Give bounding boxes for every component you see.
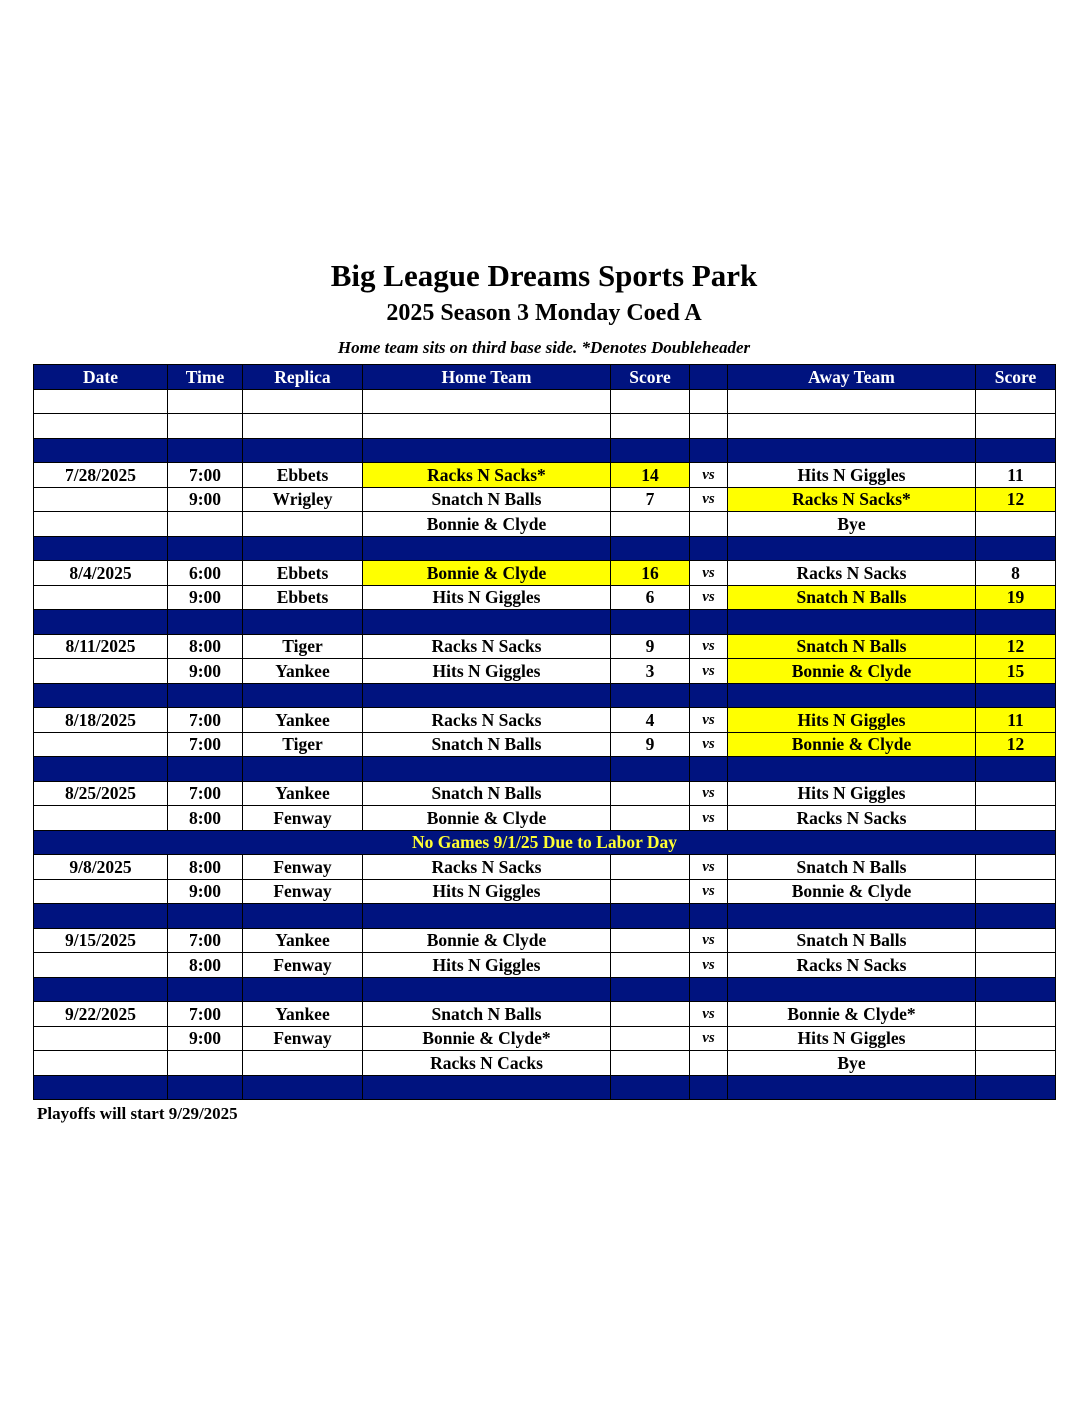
game-row [34,855,1056,880]
away-team-cell: Snatch N Balls [728,855,976,880]
empty-cell [728,977,976,1002]
empty-cell [728,683,976,708]
vs-cell: vs [690,732,728,757]
empty-cell [690,389,728,414]
away-team-cell: Bonnie & Clyde [728,659,976,684]
empty-cell [728,438,976,463]
game-row [34,512,1056,537]
time-cell [168,1051,243,1076]
empty-cell [34,438,168,463]
empty-cell [168,977,243,1002]
away-team-cell: Racks N Sacks [728,561,976,586]
home-score-cell [611,928,690,953]
empty-cell [690,757,728,782]
away-score-cell: 11 [976,708,1056,733]
separator-row [34,1075,1056,1100]
empty-cell [243,610,363,635]
empty-cell [728,536,976,561]
home-team-cell: Bonnie & Clyde [363,806,611,831]
away-score-cell: 11 [976,463,1056,488]
empty-cell [976,610,1056,635]
empty-cell [34,610,168,635]
home-score-cell [611,855,690,880]
empty-cell [168,536,243,561]
away-score-cell [976,512,1056,537]
home-score-cell: 16 [611,561,690,586]
home-score-cell [611,879,690,904]
date-cell: 7/28/2025 [34,463,168,488]
home-team-cell: Hits N Giggles [363,585,611,610]
separator-row [34,904,1056,929]
home-team-cell: Snatch N Balls [363,732,611,757]
empty-cell [168,1075,243,1100]
empty-cell [243,389,363,414]
time-cell: 6:00 [168,561,243,586]
empty-cell [168,904,243,929]
replica-cell: Fenway [243,953,363,978]
time-cell: 7:00 [168,463,243,488]
separator-row [34,610,1056,635]
empty-cell [243,1075,363,1100]
schedule-body [34,389,1056,1100]
replica-cell: Ebbets [243,585,363,610]
away-team-cell: Bye [728,1051,976,1076]
away-team-cell: Snatch N Balls [728,928,976,953]
empty-cell [363,757,611,782]
empty-cell [243,977,363,1002]
empty-cell [690,904,728,929]
away-score-cell [976,953,1056,978]
game-row [34,1051,1056,1076]
home-team-cell: Racks N Cacks [363,1051,611,1076]
replica-cell: Yankee [243,708,363,733]
game-row [34,487,1056,512]
header-away-team: Away Team [728,365,976,390]
empty-cell [728,610,976,635]
away-team-cell: Hits N Giggles [728,708,976,733]
time-cell: 8:00 [168,806,243,831]
away-score-cell: 15 [976,659,1056,684]
empty-cell [728,904,976,929]
header-home-team: Home Team [363,365,611,390]
empty-cell [34,977,168,1002]
vs-cell: vs [690,1026,728,1051]
vs-cell [690,512,728,537]
empty-cell [168,414,243,439]
away-score-cell [976,781,1056,806]
away-score-cell [976,928,1056,953]
away-team-cell: Racks N Sacks* [728,487,976,512]
date-cell: 9/8/2025 [34,855,168,880]
game-row [34,659,1056,684]
time-cell: 7:00 [168,1002,243,1027]
vs-cell: vs [690,561,728,586]
date-cell [34,879,168,904]
vs-cell [690,1051,728,1076]
empty-cell [168,438,243,463]
home-score-cell: 14 [611,463,690,488]
replica-cell: Ebbets [243,561,363,586]
home-score-cell [611,1002,690,1027]
away-team-cell: Bonnie & Clyde [728,879,976,904]
away-team-cell: Hits N Giggles [728,1026,976,1051]
replica-cell: Yankee [243,1002,363,1027]
empty-cell [976,683,1056,708]
time-cell: 7:00 [168,781,243,806]
header-replica: Replica [243,365,363,390]
header-row [34,365,1056,390]
home-score-cell [611,806,690,831]
replica-cell: Tiger [243,732,363,757]
time-cell: 9:00 [168,1026,243,1051]
separator-row [34,977,1056,1002]
time-cell: 8:00 [168,953,243,978]
empty-cell [34,389,168,414]
home-team-cell: Snatch N Balls [363,487,611,512]
empty-cell [690,683,728,708]
away-team-cell: Hits N Giggles [728,463,976,488]
replica-cell: Yankee [243,781,363,806]
empty-cell [363,904,611,929]
date-cell: 8/11/2025 [34,634,168,659]
empty-cell [611,610,690,635]
game-row [34,806,1056,831]
away-score-cell [976,806,1056,831]
vs-cell: vs [690,463,728,488]
empty-cell [34,414,168,439]
home-team-cell: Bonnie & Clyde [363,928,611,953]
empty-cell [976,438,1056,463]
home-team-cell: Hits N Giggles [363,953,611,978]
time-cell: 7:00 [168,708,243,733]
time-cell [168,512,243,537]
empty-cell [611,904,690,929]
vs-cell: vs [690,879,728,904]
empty-cell [243,414,363,439]
home-score-cell [611,512,690,537]
vs-cell: vs [690,953,728,978]
away-team-cell: Bye [728,512,976,537]
away-score-cell [976,1051,1056,1076]
empty-cell [976,536,1056,561]
replica-cell [243,1051,363,1076]
empty-cell [611,389,690,414]
empty-cell [363,1075,611,1100]
game-row [34,463,1056,488]
away-team-cell: Snatch N Balls [728,634,976,659]
game-row [34,781,1056,806]
vs-cell: vs [690,855,728,880]
away-team-cell: Racks N Sacks [728,806,976,831]
empty-cell [728,757,976,782]
home-team-cell: Racks N Sacks [363,634,611,659]
empty-cell [168,610,243,635]
away-score-cell: 12 [976,487,1056,512]
away-score-cell [976,1026,1056,1051]
separator-row [34,757,1056,782]
empty-cell [363,977,611,1002]
replica-cell: Ebbets [243,463,363,488]
home-team-cell: Bonnie & Clyde* [363,1026,611,1051]
away-team-cell: Hits N Giggles [728,781,976,806]
empty-cell [976,757,1056,782]
away-score-cell [976,1002,1056,1027]
empty-cell [168,757,243,782]
home-score-cell [611,781,690,806]
home-team-cell: Snatch N Balls [363,781,611,806]
home-team-cell: Racks N Sacks [363,708,611,733]
date-cell: 8/18/2025 [34,708,168,733]
replica-cell: Fenway [243,1026,363,1051]
home-team-cell: Racks N Sacks [363,855,611,880]
game-row [34,732,1056,757]
vs-cell: vs [690,781,728,806]
home-team-cell: Bonnie & Clyde [363,512,611,537]
empty-cell [363,389,611,414]
empty-cell [690,977,728,1002]
vs-cell: vs [690,928,728,953]
empty-cell [34,536,168,561]
empty-cell [976,414,1056,439]
empty-cell [690,438,728,463]
date-cell [34,1051,168,1076]
empty-cell [243,683,363,708]
time-cell: 7:00 [168,928,243,953]
replica-cell [243,512,363,537]
home-score-cell: 9 [611,732,690,757]
replica-cell: Wrigley [243,487,363,512]
empty-cell [728,389,976,414]
game-row [34,634,1056,659]
date-cell: 8/25/2025 [34,781,168,806]
away-team-cell: Racks N Sacks [728,953,976,978]
empty-cell [363,536,611,561]
empty-cell [976,389,1056,414]
empty-cell [363,610,611,635]
home-score-cell [611,1051,690,1076]
replica-cell: Fenway [243,855,363,880]
playoffs-note: Playoffs will start 9/29/2025 [37,1104,238,1123]
game-row [34,1026,1056,1051]
empty-cell [34,1075,168,1100]
empty-cell [611,1075,690,1100]
empty-cell [243,904,363,929]
date-cell: 9/22/2025 [34,1002,168,1027]
home-score-cell: 7 [611,487,690,512]
vs-cell: vs [690,708,728,733]
home-score-cell: 4 [611,708,690,733]
time-cell: 9:00 [168,585,243,610]
empty-cell [243,438,363,463]
date-cell [34,806,168,831]
date-cell: 8/4/2025 [34,561,168,586]
banner-text: No Games 9/1/25 Due to Labor Day [34,830,1056,855]
replica-cell: Yankee [243,928,363,953]
schedule-table [33,364,1056,1100]
game-row [34,708,1056,733]
empty-cell [690,610,728,635]
empty-cell [611,977,690,1002]
empty-cell [168,389,243,414]
away-team-cell: Bonnie & Clyde [728,732,976,757]
replica-cell: Fenway [243,879,363,904]
date-cell: 9/15/2025 [34,928,168,953]
header-away-score: Score [976,365,1056,390]
home-score-cell [611,1026,690,1051]
vs-cell: vs [690,585,728,610]
game-row [34,928,1056,953]
header-time: Time [168,365,243,390]
away-score-cell [976,879,1056,904]
date-cell [34,1026,168,1051]
header-home-score: Score [611,365,690,390]
empty-cell [363,438,611,463]
separator-row [34,438,1056,463]
time-cell: 8:00 [168,634,243,659]
empty-cell [728,414,976,439]
blank-row [34,414,1056,439]
date-cell [34,585,168,610]
date-cell [34,953,168,978]
replica-cell: Yankee [243,659,363,684]
home-team-cell: Hits N Giggles [363,659,611,684]
vs-cell: vs [690,659,728,684]
away-team-cell: Snatch N Balls [728,585,976,610]
empty-cell [976,1075,1056,1100]
page-subtitle: 2025 Season 3 Monday Coed A [386,300,702,326]
empty-cell [363,414,611,439]
empty-cell [243,757,363,782]
time-cell: 9:00 [168,659,243,684]
header-date: Date [34,365,168,390]
game-row [34,585,1056,610]
time-cell: 9:00 [168,487,243,512]
schedule-note: Home team sits on third base side. *Denotes Doubleheader [337,338,751,357]
empty-cell [690,1075,728,1100]
game-row [34,879,1056,904]
home-team-cell: Racks N Sacks* [363,463,611,488]
away-score-cell: 12 [976,634,1056,659]
replica-cell: Fenway [243,806,363,831]
date-cell [34,487,168,512]
game-row [34,953,1056,978]
empty-cell [690,536,728,561]
banner-row [34,830,1056,855]
game-row [34,1002,1056,1027]
page-title: Big League Dreams Sports Park [330,258,758,293]
empty-cell [976,977,1056,1002]
empty-cell [976,904,1056,929]
away-score-cell: 19 [976,585,1056,610]
header-vs [690,365,728,390]
empty-cell [363,683,611,708]
time-cell: 9:00 [168,879,243,904]
away-score-cell: 8 [976,561,1056,586]
vs-cell: vs [690,806,728,831]
empty-cell [611,438,690,463]
time-cell: 7:00 [168,732,243,757]
empty-cell [611,757,690,782]
home-score-cell: 3 [611,659,690,684]
date-cell [34,732,168,757]
away-score-cell [976,855,1056,880]
vs-cell: vs [690,487,728,512]
home-score-cell: 9 [611,634,690,659]
empty-cell [243,536,363,561]
empty-cell [611,414,690,439]
empty-cell [611,683,690,708]
empty-cell [34,904,168,929]
away-score-cell: 12 [976,732,1056,757]
home-team-cell: Hits N Giggles [363,879,611,904]
home-team-cell: Bonnie & Clyde [363,561,611,586]
time-cell: 8:00 [168,855,243,880]
home-score-cell [611,953,690,978]
home-score-cell: 6 [611,585,690,610]
away-team-cell: Bonnie & Clyde* [728,1002,976,1027]
vs-cell: vs [690,634,728,659]
empty-cell [690,414,728,439]
separator-row [34,536,1056,561]
empty-cell [34,757,168,782]
empty-cell [728,1075,976,1100]
date-cell [34,512,168,537]
date-cell [34,659,168,684]
empty-cell [34,683,168,708]
game-row [34,561,1056,586]
vs-cell: vs [690,1002,728,1027]
replica-cell: Tiger [243,634,363,659]
empty-cell [611,536,690,561]
empty-cell [168,683,243,708]
blank-row [34,389,1056,414]
separator-row [34,683,1056,708]
home-team-cell: Snatch N Balls [363,1002,611,1027]
